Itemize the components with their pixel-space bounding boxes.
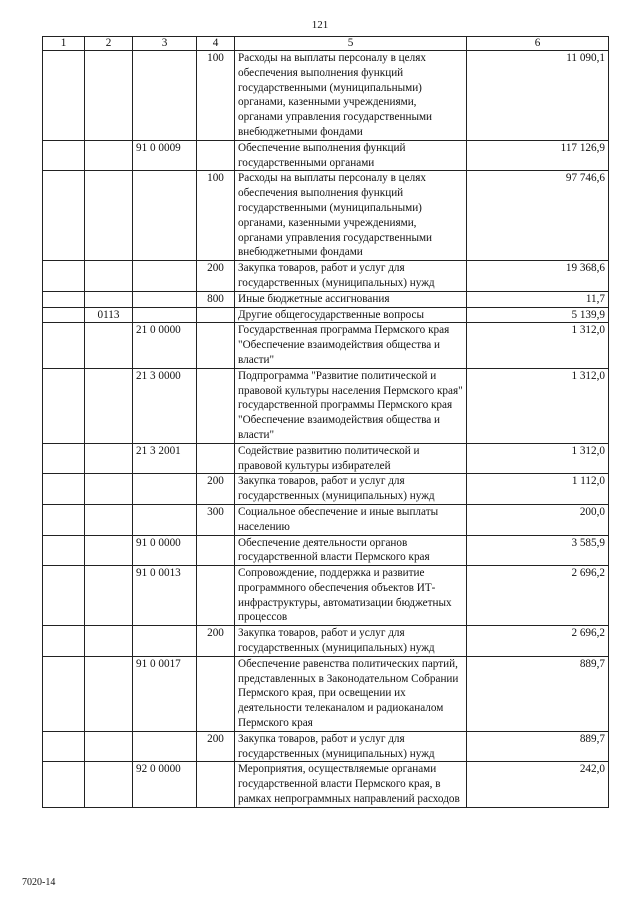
cell-section — [43, 368, 85, 443]
cell-section — [43, 291, 85, 307]
table-row — [43, 731, 609, 762]
cell-subsection — [85, 323, 133, 368]
table-row — [43, 504, 609, 535]
cell-target-code: 91 0 0017 — [133, 656, 197, 731]
cell-description: Подпрограмма "Развитие политической и правовой культуры населения Пермского края" государственной программы Пермского края "Обеспечение взаимодействия общества и власти" — [235, 368, 467, 443]
cell-expense-type: 800 — [197, 291, 235, 307]
budget-table — [42, 36, 609, 808]
cell-subsection — [85, 762, 133, 807]
cell-section — [43, 307, 85, 323]
cell-section — [43, 656, 85, 731]
cell-subsection — [85, 731, 133, 762]
cell-amount: 889,7 — [467, 731, 609, 762]
cell-amount: 1 312,0 — [467, 443, 609, 474]
cell-description: Обеспечение равенства политических партий, представленных в Законодательном Собрании Пермского края, при освещении их деятельности телеканалом и радиоканалом Пермского края — [235, 656, 467, 731]
table-row — [43, 474, 609, 505]
cell-expense-type: 200 — [197, 626, 235, 657]
cell-target-code — [133, 291, 197, 307]
table-row — [43, 762, 609, 807]
cell-subsection: 0113 — [85, 307, 133, 323]
cell-target-code — [133, 261, 197, 292]
cell-expense-type: 100 — [197, 51, 235, 141]
cell-amount: 2 696,2 — [467, 566, 609, 626]
cell-section — [43, 535, 85, 566]
cell-amount: 2 696,2 — [467, 626, 609, 657]
table-row — [43, 261, 609, 292]
cell-expense-type: 200 — [197, 474, 235, 505]
cell-target-code — [133, 731, 197, 762]
cell-target-code — [133, 307, 197, 323]
table-row — [43, 443, 609, 474]
cell-description: Закупка товаров, работ и услуг для государственных (муниципальных) нужд — [235, 261, 467, 292]
cell-expense-type — [197, 323, 235, 368]
cell-description: Государственная программа Пермского края "Обеспечение взаимодействия общества и власти" — [235, 323, 467, 368]
cell-subsection — [85, 566, 133, 626]
cell-description: Иные бюджетные ассигнования — [235, 291, 467, 307]
cell-description: Сопровождение, поддержка и развитие программного обеспечения объектов ИТ-инфраструктуры, автоматизации бюджетных процессов — [235, 566, 467, 626]
cell-target-code: 91 0 0000 — [133, 535, 197, 566]
cell-subsection — [85, 474, 133, 505]
cell-section — [43, 504, 85, 535]
footer-code: 7020-14 — [22, 877, 56, 888]
cell-amount: 11,7 — [467, 291, 609, 307]
cell-description: Социальное обеспечение и иные выплаты населению — [235, 504, 467, 535]
col-header: 3 — [133, 37, 197, 51]
cell-amount: 1 312,0 — [467, 323, 609, 368]
cell-section — [43, 762, 85, 807]
cell-section — [43, 171, 85, 261]
cell-description: Закупка товаров, работ и услуг для государственных (муниципальных) нужд — [235, 626, 467, 657]
cell-subsection — [85, 261, 133, 292]
cell-target-code: 91 0 0013 — [133, 566, 197, 626]
cell-description: Обеспечение деятельности органов государственной власти Пермского края — [235, 535, 467, 566]
cell-description: Другие общегосударственные вопросы — [235, 307, 467, 323]
cell-amount: 3 585,9 — [467, 535, 609, 566]
table-row — [43, 626, 609, 657]
cell-subsection — [85, 626, 133, 657]
cell-section — [43, 566, 85, 626]
cell-amount: 117 126,9 — [467, 140, 609, 171]
cell-description: Обеспечение выполнения функций государственными органами — [235, 140, 467, 171]
cell-target-code: 21 3 2001 — [133, 443, 197, 474]
cell-subsection — [85, 140, 133, 171]
table-row — [43, 535, 609, 566]
cell-expense-type: 200 — [197, 731, 235, 762]
cell-expense-type — [197, 307, 235, 323]
cell-description: Расходы на выплаты персоналу в целях обеспечения выполнения функций государственными (муниципальными) органами, казенными учреждениями, органами управления государственными внебюджетными фондами — [235, 171, 467, 261]
cell-subsection — [85, 291, 133, 307]
cell-amount: 5 139,9 — [467, 307, 609, 323]
cell-section — [43, 261, 85, 292]
cell-target-code — [133, 51, 197, 141]
cell-target-code — [133, 474, 197, 505]
cell-amount: 242,0 — [467, 762, 609, 807]
col-header: 6 — [467, 37, 609, 51]
cell-amount: 889,7 — [467, 656, 609, 731]
cell-expense-type — [197, 368, 235, 443]
table-row — [43, 51, 609, 141]
table-row — [43, 307, 609, 323]
cell-description: Расходы на выплаты персоналу в целях обеспечения выполнения функций государственными (муниципальными) органами, казенными учреждениями, органами управления государственными внебюджетными фондами — [235, 51, 467, 141]
cell-amount: 1 312,0 — [467, 368, 609, 443]
cell-amount: 11 090,1 — [467, 51, 609, 141]
cell-target-code — [133, 171, 197, 261]
table-row — [43, 323, 609, 368]
cell-expense-type — [197, 535, 235, 566]
cell-amount: 19 368,6 — [467, 261, 609, 292]
col-header: 1 — [43, 37, 85, 51]
cell-target-code: 21 3 0000 — [133, 368, 197, 443]
cell-section — [43, 474, 85, 505]
table-row — [43, 171, 609, 261]
cell-section — [43, 443, 85, 474]
header-row — [43, 37, 609, 51]
cell-expense-type: 100 — [197, 171, 235, 261]
table-row — [43, 291, 609, 307]
cell-target-code: 21 0 0000 — [133, 323, 197, 368]
cell-section — [43, 140, 85, 171]
cell-expense-type — [197, 762, 235, 807]
cell-target-code: 91 0 0009 — [133, 140, 197, 171]
cell-section — [43, 51, 85, 141]
cell-amount: 97 746,6 — [467, 171, 609, 261]
cell-expense-type — [197, 656, 235, 731]
cell-expense-type — [197, 443, 235, 474]
col-header: 4 — [197, 37, 235, 51]
cell-amount: 1 112,0 — [467, 474, 609, 505]
cell-amount: 200,0 — [467, 504, 609, 535]
table-row — [43, 656, 609, 731]
cell-description: Содействие развитию политической и правовой культуры избирателей — [235, 443, 467, 474]
cell-target-code — [133, 504, 197, 535]
cell-expense-type — [197, 140, 235, 171]
cell-subsection — [85, 51, 133, 141]
col-header: 5 — [235, 37, 467, 51]
cell-subsection — [85, 171, 133, 261]
cell-target-code — [133, 626, 197, 657]
cell-subsection — [85, 368, 133, 443]
cell-subsection — [85, 656, 133, 731]
col-header: 2 — [85, 37, 133, 51]
cell-expense-type: 300 — [197, 504, 235, 535]
cell-description: Мероприятия, осуществляемые органами государственной власти Пермского края, в рамках непрограммных направлений расходов — [235, 762, 467, 807]
table-row — [43, 368, 609, 443]
cell-section — [43, 323, 85, 368]
table-row — [43, 566, 609, 626]
cell-section — [43, 731, 85, 762]
cell-subsection — [85, 443, 133, 474]
table-row — [43, 140, 609, 171]
cell-section — [43, 626, 85, 657]
cell-target-code: 92 0 0000 — [133, 762, 197, 807]
cell-subsection — [85, 535, 133, 566]
cell-description: Закупка товаров, работ и услуг для государственных (муниципальных) нужд — [235, 474, 467, 505]
cell-description: Закупка товаров, работ и услуг для государственных (муниципальных) нужд — [235, 731, 467, 762]
cell-expense-type — [197, 566, 235, 626]
cell-subsection — [85, 504, 133, 535]
cell-expense-type: 200 — [197, 261, 235, 292]
page-number: 121 — [311, 19, 329, 31]
